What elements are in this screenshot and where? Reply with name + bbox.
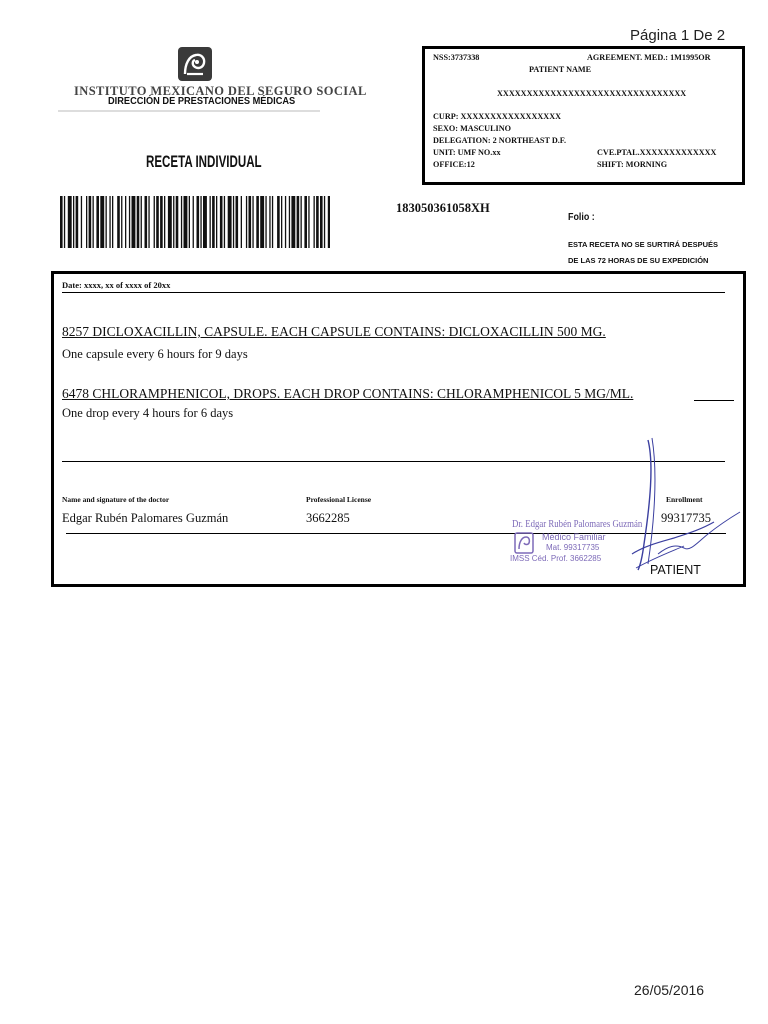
imss-logo-icon (177, 46, 213, 82)
page-number: Página 1 De 2 (630, 27, 726, 44)
stamp-line-2: Médico Familiar (542, 532, 606, 542)
validity-line-1: ESTA RECETA NO SE SURTIRÁ DESPUÉS (568, 240, 719, 249)
nss: NSS:3737338 (433, 53, 480, 62)
cve-ptal: CVE.PTAL.XXXXXXXXXXXXX (597, 148, 717, 157)
institution-name: INSTITUTO MEXICANO DEL SEGURO SOCIAL (74, 84, 367, 98)
footer-date: 26/05/2016 (634, 982, 705, 998)
doctor-name: Edgar Rubén Palomares Guzmán (62, 511, 229, 525)
doctor-signature (614, 434, 744, 574)
validity-notice (568, 237, 718, 269)
enrollment-label: Enrollment (666, 495, 703, 504)
license-number: 3662285 (306, 511, 350, 525)
barcode-icon (60, 196, 330, 248)
patient-label: PATIENT (650, 563, 701, 577)
unit: UNIT: UMF NO.xx (433, 148, 501, 157)
agreement: AGREEMENT. MED.: 1M1995OR (587, 53, 711, 62)
drug-2-underline-tail (694, 400, 734, 401)
license-label: Professional License (306, 495, 372, 504)
prescription-box (51, 271, 746, 587)
stamp-line-1: Dr. Edgar Rubén Palomares Guzmán (512, 518, 643, 530)
patient-name: XXXXXXXXXXXXXXXXXXXXXXXXXXXXXXXX (497, 89, 687, 98)
drug-2: 6478 CHLORAMPHENICOL, DROPS. EACH DROP CONTAINS: CHLORAMPHENICOL 5 MG/ML. (62, 386, 634, 401)
office: OFFICE:12 (433, 160, 475, 169)
stamp-line-4: IMSS Céd. Prof. 3662285 (510, 554, 602, 563)
prescription-date: Date: xxxx, xx of xxxx of 20xx (62, 280, 171, 290)
enrollment-number: 99317735 (661, 511, 711, 525)
dose-1: One capsule every 6 hours for 9 days (62, 347, 248, 361)
drug-1: 8257 DICLOXACILLIN, CAPSULE. EACH CAPSULE CONTAINS: DICLOXACILLIN 500 MG. (62, 324, 606, 339)
shift: SHIFT: MORNING (597, 160, 668, 169)
header-divider (58, 110, 320, 112)
date-rule (62, 292, 725, 293)
stamp-line-3: Mat. 99317735 (546, 543, 600, 552)
direction-name: DIRECCIÓN DE PRESTACIONES MÉDICAS (108, 95, 296, 107)
dose-2: One drop every 4 hours for 6 days (62, 406, 234, 420)
sex: SEXO: MASCULINO (433, 124, 512, 133)
curp: CURP: XXXXXXXXXXXXXXXXX (433, 112, 562, 121)
barcode-number: 183050361058XH (396, 201, 490, 215)
document-title: RECETA INDIVIDUAL (146, 152, 262, 171)
stamp-emblem-icon (514, 532, 534, 554)
patient-info-box (422, 46, 745, 185)
validity-line-2: DE LAS 72 HORAS DE SU EXPEDICIÓN (568, 256, 709, 265)
delegation: DELEGATION: 2 NORTHEAST D.F. (433, 136, 567, 145)
doctor-label: Name and signature of the doctor (62, 495, 170, 504)
folio-label: Folio : (568, 211, 595, 223)
patient-name-label: PATIENT NAME (529, 65, 592, 74)
